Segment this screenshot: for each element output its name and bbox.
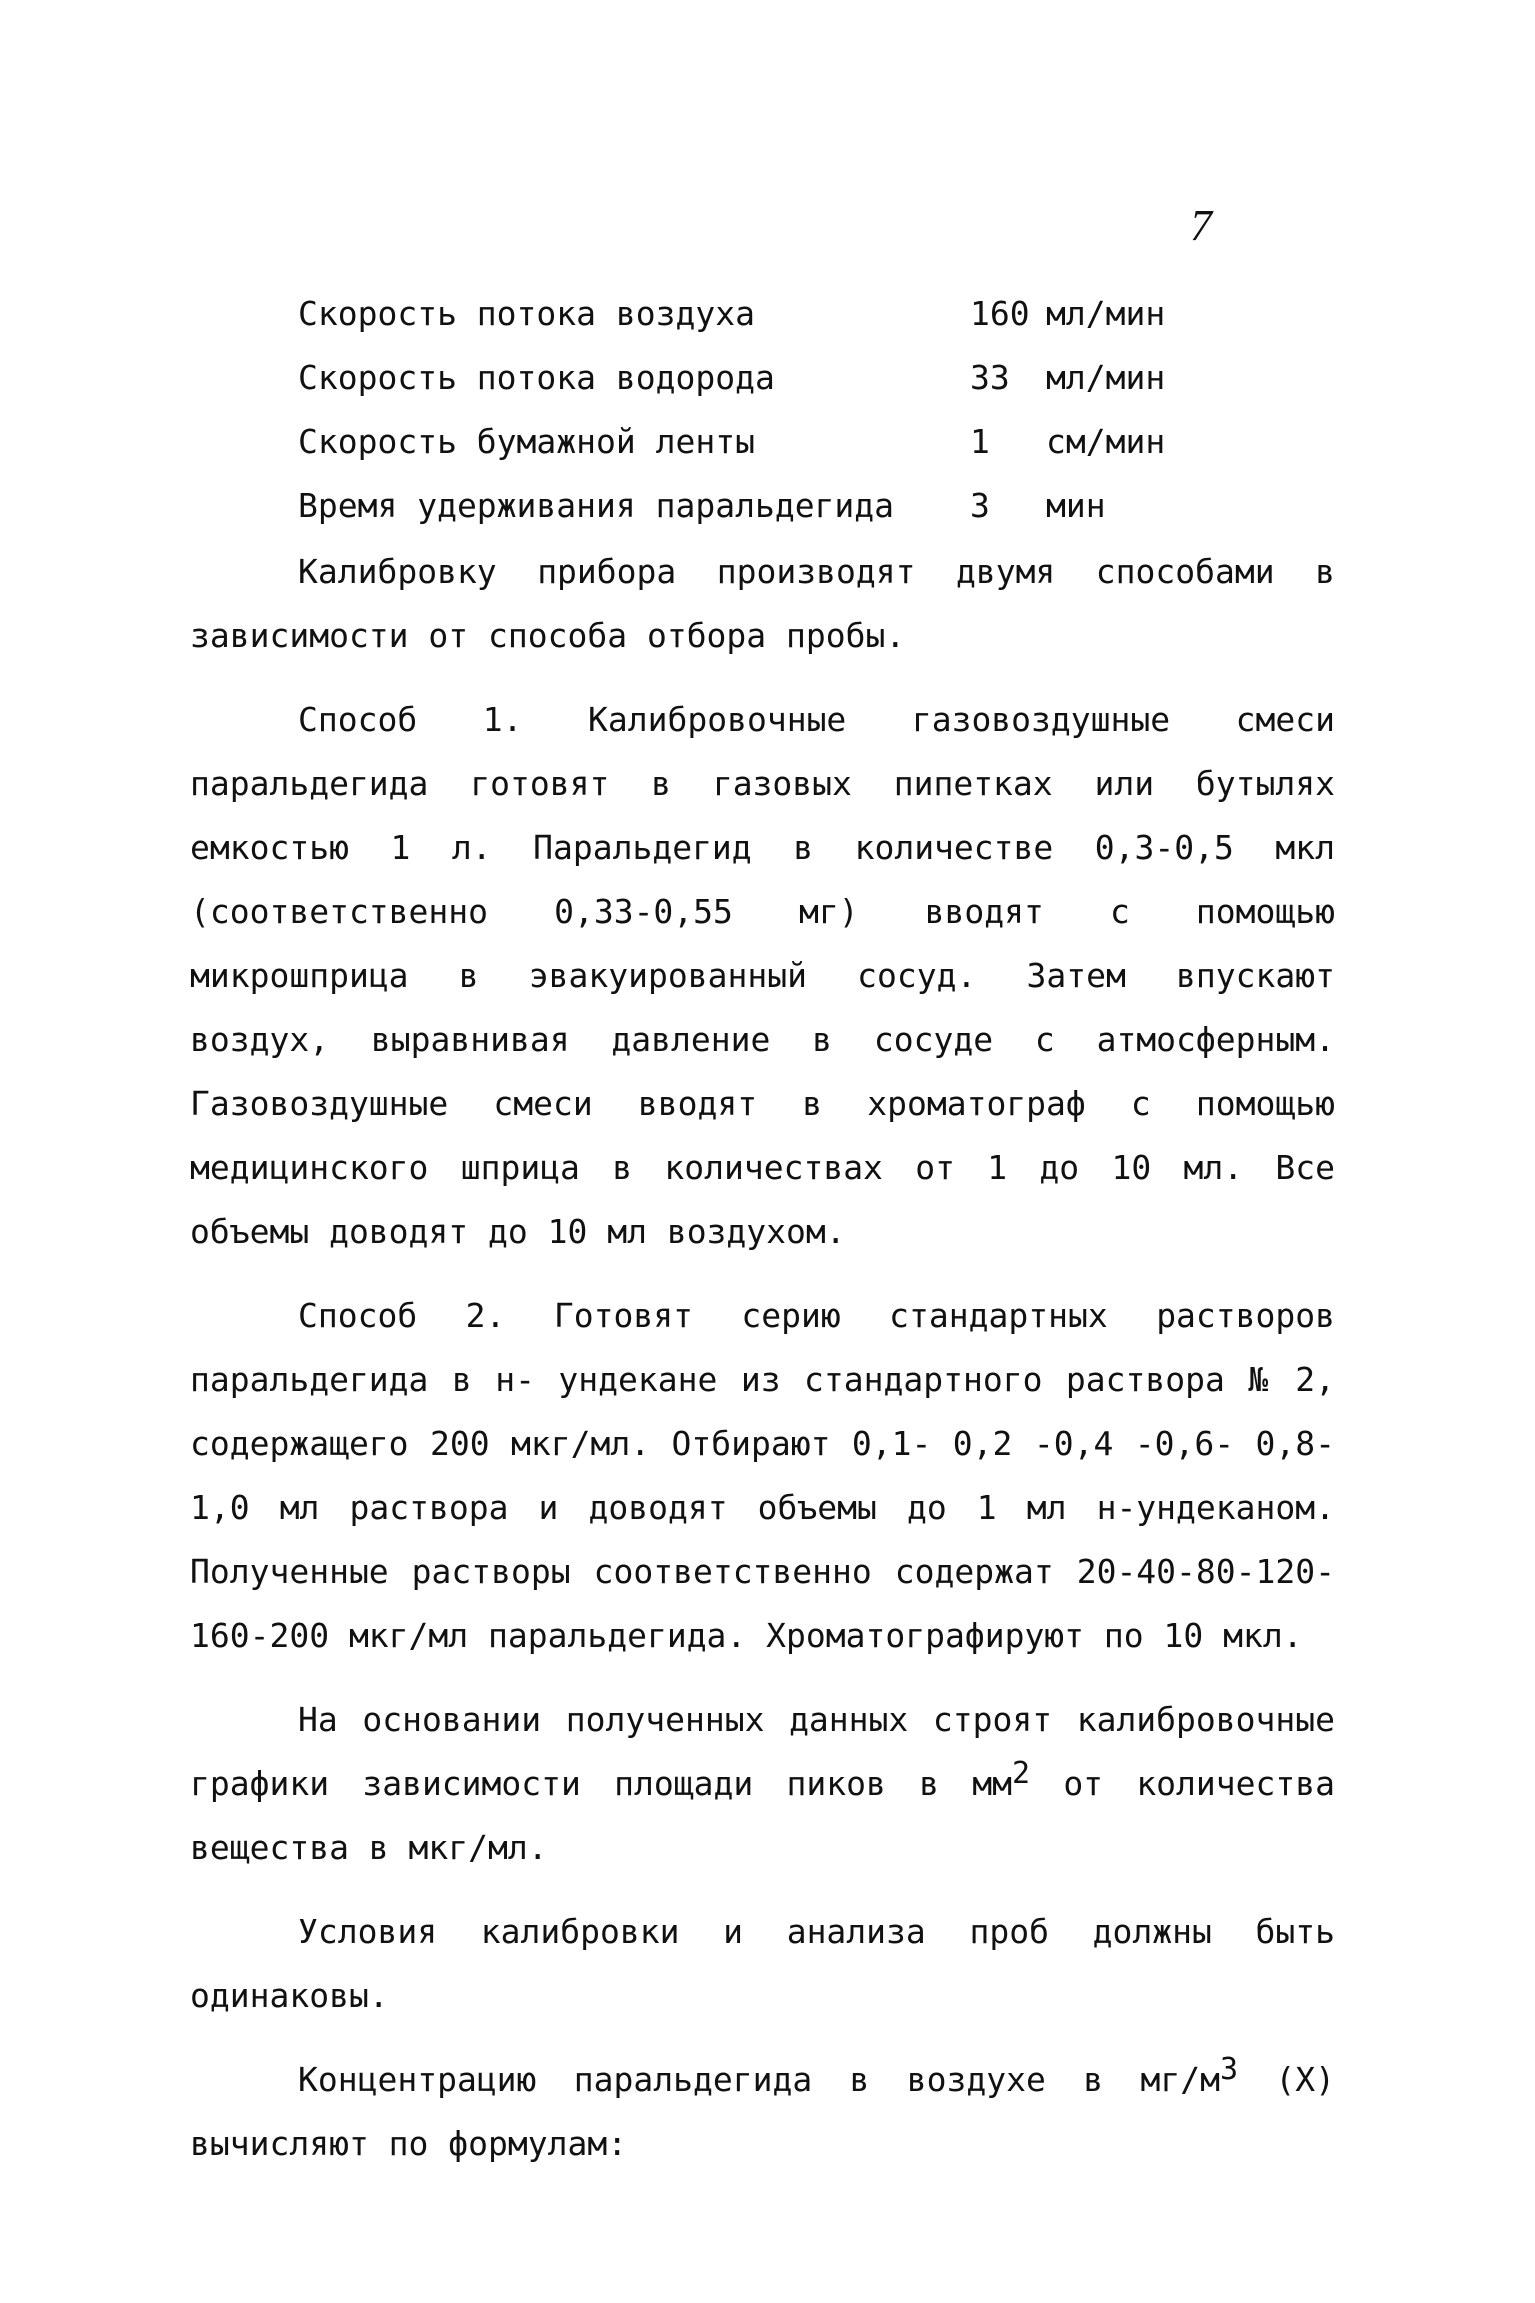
paragraph-conditions: Условия калибровки и анализа проб должны быть одинаковы. bbox=[190, 1912, 1335, 2015]
concentration-text-end: (X) вычисляют по формулам: bbox=[190, 2060, 1335, 2163]
parameter-unit: мл/мин bbox=[1046, 294, 1166, 333]
paragraph-concentration bbox=[190, 2048, 1335, 2176]
graphs-superscript: 2 bbox=[1011, 1756, 1031, 1791]
parameters-list bbox=[298, 282, 1198, 538]
parameter-name: Скорость потока воздуха bbox=[298, 294, 755, 333]
concentration-superscript: 3 bbox=[1219, 2052, 1239, 2087]
graphs-text-end: от количества вещества в мкг/мл. bbox=[190, 1764, 1335, 1867]
paragraph-calibration-graphs bbox=[190, 1688, 1335, 1880]
parameter-name: Скорость бумажной ленты bbox=[298, 422, 755, 461]
paragraph-method-1: Способ 1. Калибровочные газовоздушные смеси паральдегида готовят в газовых пипетках или бутылях емкостью 1 л. Паральдегид в количестве 0,3-0,5 мкл (соответственно 0,33-0,55 мг) вводят с помощью микрошприца в эвакуированный сосуд. Затем впускают воздух, выравнивая давление в сосуде с атмосферным. Газовоздушные смеси вводят в хроматограф с помощью медицинского шприца в количествах от 1 до 10 мл. Все объемы доводят до 10 мл воздухом. bbox=[190, 700, 1335, 1251]
concentration-text: Концентрацию паральдегида в воздухе в мг/м bbox=[298, 2060, 1220, 2099]
parameter-row bbox=[298, 346, 1198, 410]
graphs-text: На основании полученных данных строят калибровочные графики зависимости площади пиков в мм bbox=[190, 1700, 1335, 1803]
parameter-value: 33 bbox=[970, 358, 1010, 397]
parameter-row bbox=[298, 282, 1198, 346]
parameter-unit: мл/мин bbox=[1046, 358, 1166, 397]
parameter-row bbox=[298, 474, 1198, 538]
parameter-unit: см/мин bbox=[1046, 422, 1166, 461]
parameter-name: Время удерживания паральдегида bbox=[298, 486, 895, 525]
parameter-value: 1 bbox=[970, 422, 990, 461]
parameter-value: 160 bbox=[970, 294, 1030, 333]
page-number: 7 bbox=[1190, 201, 1212, 250]
paragraph-method-2: Способ 2. Готовят серию стандартных растворов паральдегида в н- ундекане из стандартного раствора № 2, содержащего 200 мкг/мл. Отбирают 0,1- 0,2 -0,4 -0,6- 0,8- 1,0 мл раствора и доводят объемы до 1 мл н-ундеканом. Полученные растворы соответственно содержат 20-40-80-120-160-200 мкг/мл паральдегида. Хроматографируют по 10 мкл. bbox=[190, 1296, 1335, 1655]
body-text bbox=[190, 540, 1335, 2176]
paragraph-calibration-intro: Калибровку прибора производят двумя способами в зависимости от способа отбора пробы. bbox=[190, 552, 1335, 655]
parameter-value: 3 bbox=[970, 486, 990, 525]
parameter-unit: мин bbox=[1046, 486, 1106, 525]
parameter-row bbox=[298, 410, 1198, 474]
parameter-name: Скорость потока водорода bbox=[298, 358, 775, 397]
